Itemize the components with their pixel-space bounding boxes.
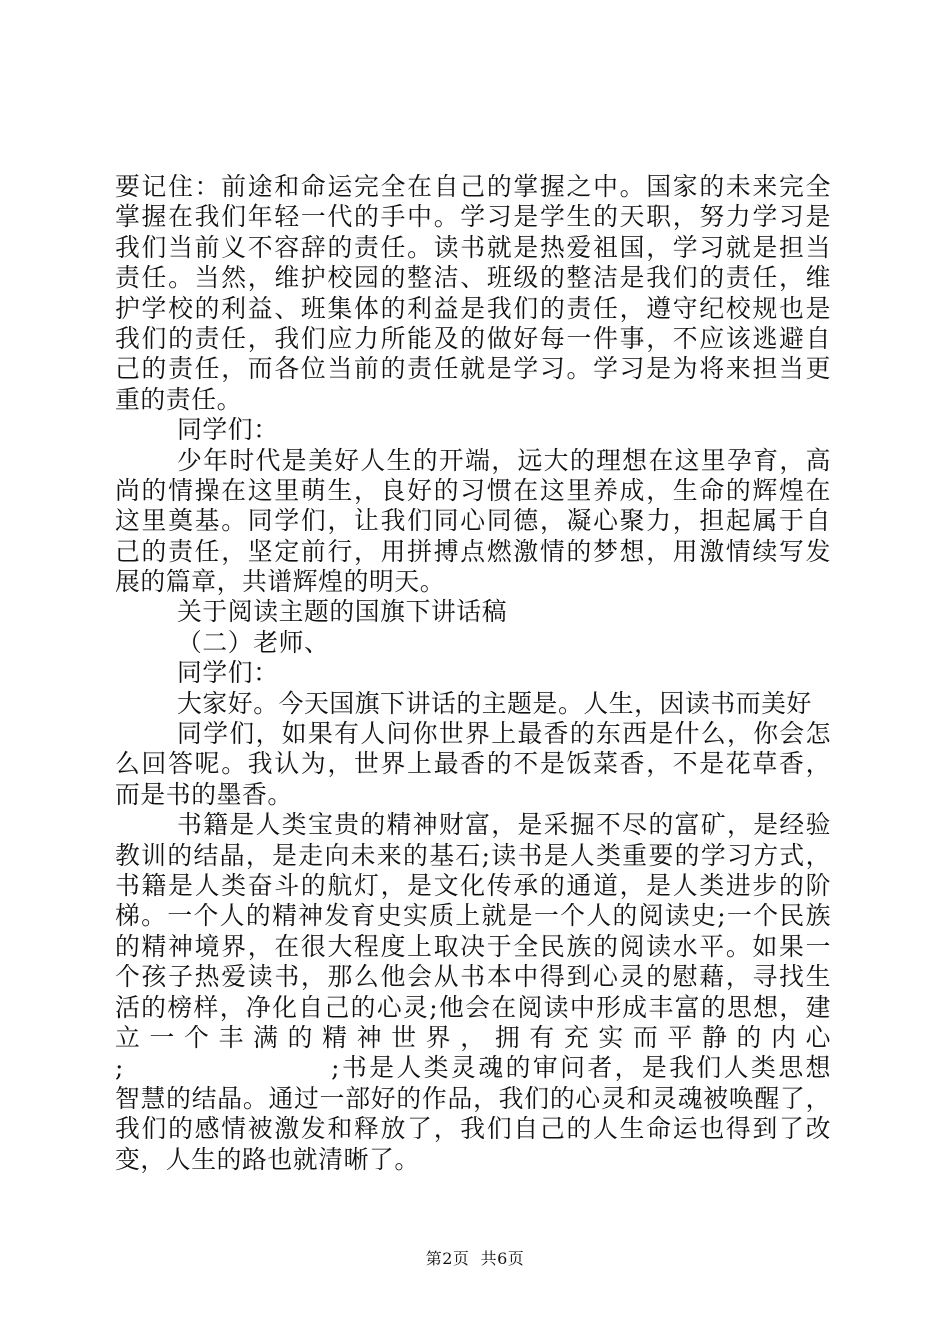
- salutation: 同学们：: [177, 415, 279, 445]
- text-line: 要记住：前途和命运完全在自己的掌握之中。国家的未来完全: [115, 172, 831, 201]
- paragraph-start: 同学们，如果有人问你世界上最香的东西是什么，你会怎: [177, 719, 831, 749]
- text-line: 这里奠基。同学们，让我们同心同德，凝心聚力，担起属于自: [115, 506, 831, 536]
- greeting-line: 大家好。今天国旗下讲话的主题是。人生，因读书而美好: [177, 688, 812, 718]
- text-line: 我们的责任，我们应力所能及的做好每一件事，不应该逃避自: [115, 323, 831, 353]
- text-line: 教训的结晶，是走向未来的基石;读书是人类重要的学习方式，: [115, 840, 831, 870]
- text-line: 变，人生的路也就清晰了。: [115, 1144, 420, 1174]
- document-body: [115, 172, 831, 1175]
- section-title: 关于阅读主题的国旗下讲话稿: [177, 597, 508, 627]
- text-line: 展的篇章，共谱辉煌的明天。: [115, 567, 446, 597]
- text-line: 立一个丰满的精神世界，拥有充实而平静的内心: [115, 1022, 831, 1052]
- text-line: 活的榜样，净化自己的心灵;他会在阅读中形成丰富的思想，建: [115, 992, 831, 1022]
- text-line: 梯。一个人的精神发育史实质上就是一个人的阅读史;一个民族: [115, 901, 831, 931]
- text-line: 而是书的墨香。: [115, 779, 293, 809]
- text-line: 书籍是人类奋斗的航灯，是文化传承的通道，是人类进步的阶: [115, 870, 831, 900]
- page-number: 第2页 共6页: [425, 1249, 525, 1268]
- paragraph-start: 书籍是人类宝贵的精神财富，是采掘不尽的富矿，是经验: [177, 810, 831, 840]
- text-line: 个孩子热爱读书，那么他会从书本中得到心灵的慰藉，寻找生: [115, 962, 831, 992]
- text-line: 的精神境界，在很大程度上取决于全民族的阅读水平。如果一: [115, 931, 831, 961]
- paragraph-start: 少年时代是美好人生的开端，远大的理想在这里孕育，高: [177, 445, 831, 475]
- text-line: 我们的感情被激发和释放了，我们自己的人生命运也得到了改: [115, 1114, 831, 1144]
- text-line: ; ;书是人类灵魂的审问者，是我们人类思想: [115, 1053, 831, 1083]
- text-line: 么回答呢。我认为，世界上最香的不是饭菜香，不是花草香，: [115, 749, 831, 779]
- salutation: 同学们：: [177, 658, 279, 688]
- text-line: 己的责任，而各位当前的责任就是学习。学习是为将来担当更: [115, 354, 831, 384]
- text-line: 掌握在我们年轻一代的手中。学习是学生的天职，努力学习是: [115, 202, 831, 232]
- text-line: 智慧的结晶。通过一部好的作品，我们的心灵和灵魂被唤醒了，: [115, 1083, 831, 1113]
- page-footer: [0, 1246, 950, 1269]
- text-line: 己的责任，坚定前行，用拼搏点燃激情的梦想，用激情续写发: [115, 536, 831, 566]
- text-line: 护学校的利益、班集体的利益是我们的责任，遵守纪校规也是: [115, 293, 831, 323]
- text-line: 尚的情操在这里萌生，良好的习惯在这里养成，生命的辉煌在: [115, 475, 831, 505]
- text-line: 责任。当然，维护校园的整洁、班级的整洁是我们的责任，维: [115, 263, 831, 293]
- section-subtitle: （二）老师、: [177, 627, 330, 657]
- text-line: 重的责任。: [115, 384, 242, 414]
- text-line: 我们当前义不容辞的责任。读书就是热爱祖国，学习就是担当: [115, 232, 831, 262]
